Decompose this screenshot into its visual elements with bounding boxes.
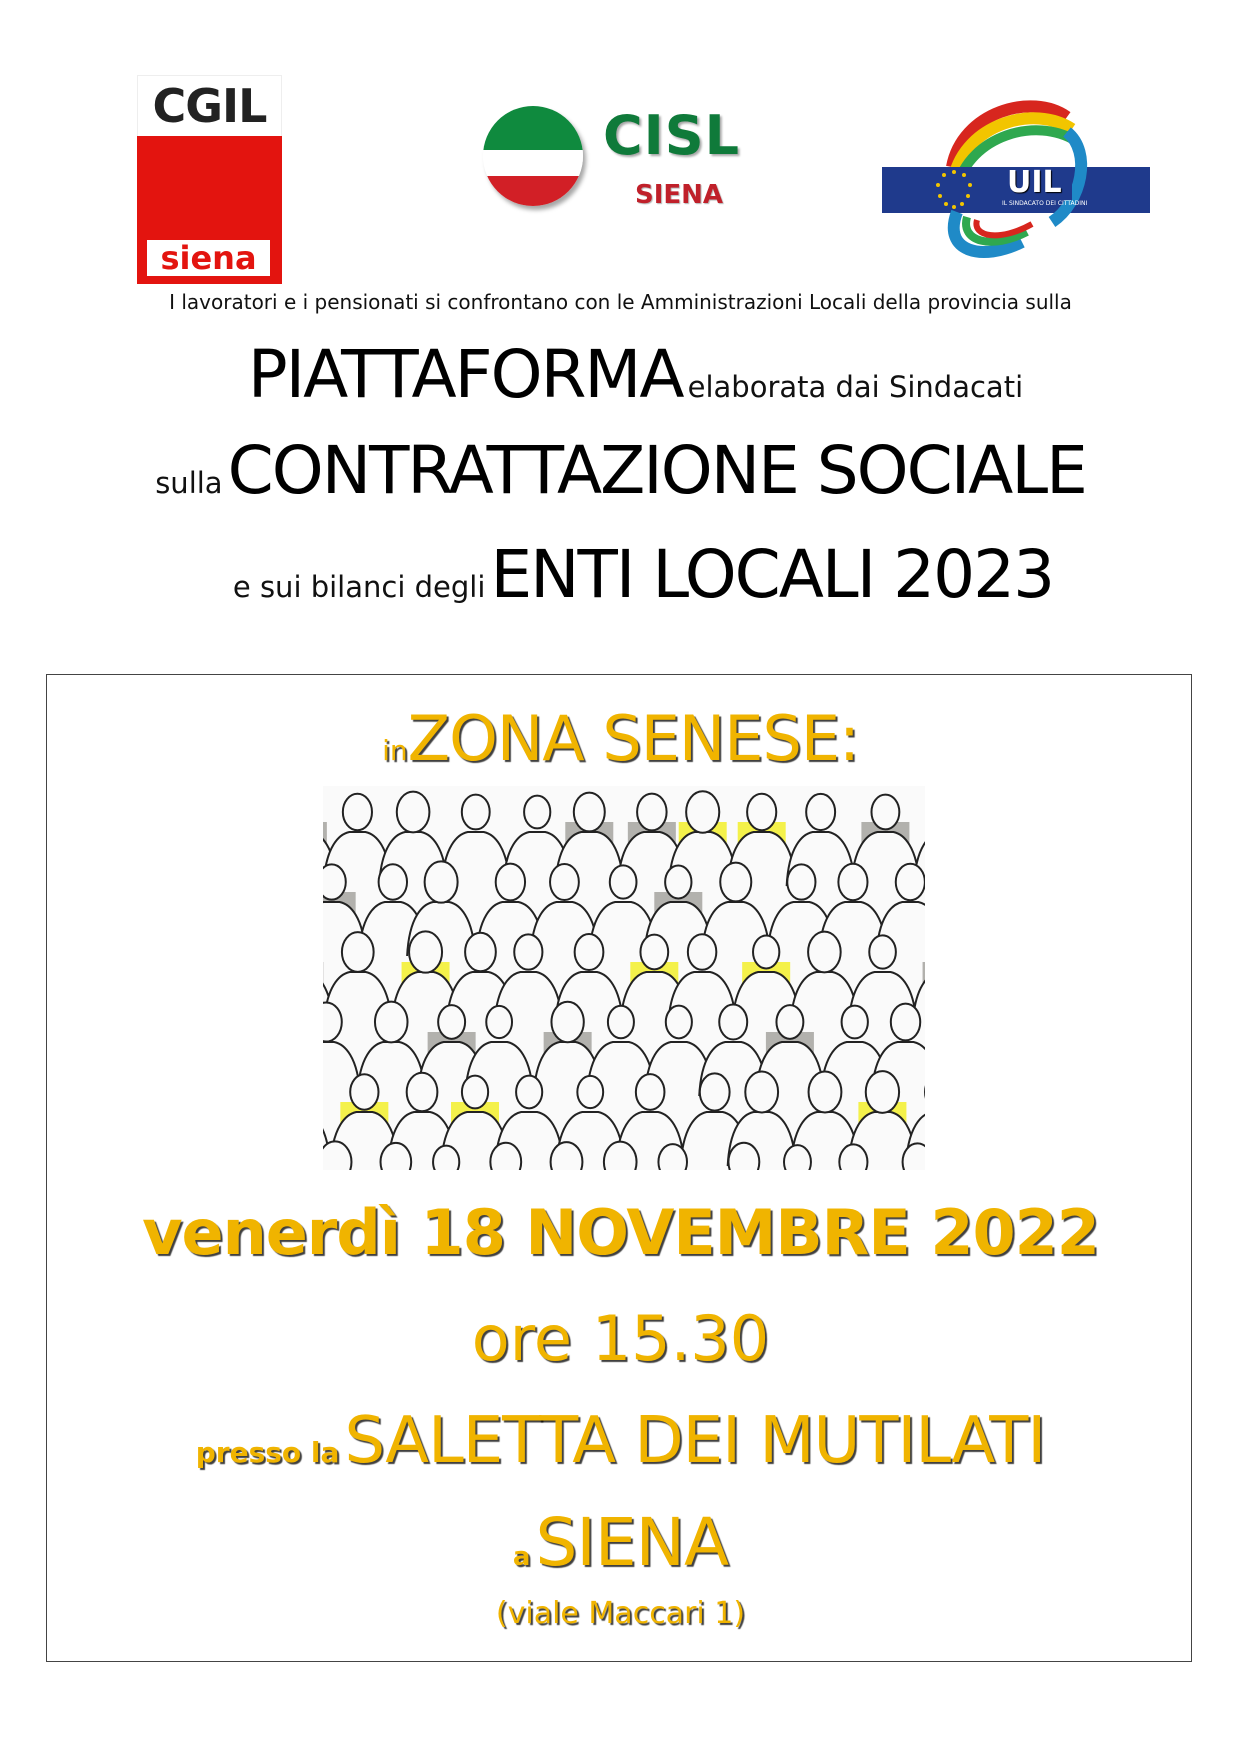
crowd-figure-head bbox=[871, 795, 899, 830]
crowd-figure-head bbox=[640, 935, 668, 970]
cgil-logo-city: siena bbox=[147, 240, 270, 276]
crowd-figure-head bbox=[375, 1002, 408, 1043]
crowd-figure-head bbox=[433, 1146, 459, 1170]
crowd-figure-head bbox=[574, 793, 605, 832]
intro-text: I lavoratori e i pensionati si confrontano con le Amministrazioni Locali della provincia sulla bbox=[169, 290, 1072, 314]
event-time: ore 15.30 bbox=[471, 1302, 770, 1375]
headline-piattaforma: PIATTAFORMA bbox=[247, 336, 683, 413]
crowd-figure-head bbox=[839, 1144, 867, 1170]
headline-enti-locali: ENTI LOCALI 2023 bbox=[490, 536, 1054, 613]
event-city-name: SIENA bbox=[535, 1504, 729, 1581]
crowd-figure-head bbox=[551, 1142, 583, 1170]
crowd-figure-head bbox=[524, 796, 550, 829]
crowd-figure-head bbox=[379, 864, 407, 900]
crowd-figure-head bbox=[575, 934, 604, 970]
crowd-figure-head bbox=[462, 795, 490, 830]
crowd-figure-head bbox=[342, 932, 374, 972]
crowd-figure-head bbox=[776, 1005, 803, 1039]
event-date: venerdì 18 NOVEMBRE 2022 bbox=[142, 1196, 1099, 1269]
crowd-sketch-image bbox=[323, 786, 925, 1170]
uil-logo-tagline: IL SINDACATO DEI CITTADINI bbox=[1002, 200, 1088, 207]
uil-logo bbox=[882, 92, 1150, 272]
event-zone-name: ZONA SENESE: bbox=[407, 702, 859, 775]
crowd-figure-head bbox=[808, 932, 841, 973]
headline-line-2 bbox=[0, 432, 1241, 509]
crowd-figure-head bbox=[550, 864, 579, 900]
crowd-figure-head bbox=[323, 864, 346, 899]
event-place-prefix: presso la bbox=[195, 1436, 340, 1469]
event-zone-prefix: in bbox=[382, 734, 408, 767]
crowd-figure-head bbox=[465, 933, 496, 971]
crowd-figure-head bbox=[806, 794, 835, 830]
crowd-figure-head bbox=[658, 1144, 687, 1170]
crowd-figure-head bbox=[409, 931, 442, 972]
crowd-figure-head bbox=[462, 1076, 488, 1109]
crowd-figure-head bbox=[637, 794, 666, 831]
uil-logo-text: UIL bbox=[1007, 165, 1062, 200]
crowd-figure-head bbox=[610, 865, 637, 898]
headline-sulla: sulla bbox=[155, 466, 223, 500]
crowd-figure-head bbox=[688, 934, 716, 970]
crowd-figure-head bbox=[486, 1006, 512, 1038]
crowd-figure-head bbox=[686, 791, 719, 832]
crowd-figure-head bbox=[636, 1074, 665, 1110]
crowd-figure-head bbox=[381, 1143, 412, 1170]
crowd-figure-head bbox=[866, 1071, 899, 1113]
cgil-logo-text: CGIL bbox=[152, 79, 267, 133]
event-place-name: SALETTA DEI MUTILATI bbox=[344, 1404, 1046, 1478]
crowd-figure-head bbox=[350, 1074, 378, 1109]
crowd-figure-head bbox=[397, 792, 430, 833]
crowd-figure-head bbox=[838, 864, 867, 900]
crowd-figure-head bbox=[745, 1072, 778, 1113]
crowd-figure-head bbox=[343, 794, 372, 830]
crowd-figure-head bbox=[608, 1006, 634, 1039]
crowd-figure-head bbox=[747, 794, 776, 830]
cisl-logo bbox=[483, 98, 773, 218]
crowd-figure-head bbox=[719, 1005, 747, 1040]
headline-bilanci: e sui bilanci degli bbox=[232, 570, 486, 604]
crowd-figure-head bbox=[496, 864, 525, 901]
headline-contrattazione: CONTRATTAZIONE SOCIALE bbox=[227, 432, 1086, 509]
event-city-prefix: a bbox=[512, 1542, 531, 1572]
crowd-figure-head bbox=[787, 864, 815, 899]
crowd-figure-head bbox=[490, 1143, 521, 1170]
event-city bbox=[0, 1504, 1241, 1581]
crowd-figure-head bbox=[665, 866, 691, 899]
headline-line-3 bbox=[0, 536, 1241, 613]
cgil-logo bbox=[137, 75, 282, 283]
crowd-figure-head bbox=[869, 935, 896, 968]
crowd-figure-head bbox=[896, 864, 925, 900]
crowd-figure-head bbox=[720, 863, 751, 902]
crowd-figure-head bbox=[700, 1073, 730, 1110]
event-place bbox=[0, 1404, 1241, 1478]
crowd-figure-head bbox=[516, 1076, 542, 1109]
crowd-figure-head bbox=[784, 1145, 811, 1170]
crowd-figure-head bbox=[551, 1002, 583, 1042]
crowd-figure-head bbox=[891, 1004, 920, 1041]
crowd-figure-head bbox=[728, 1143, 759, 1170]
crowd-figure-head bbox=[842, 1006, 868, 1039]
crowd-figure-head bbox=[438, 1005, 465, 1039]
cisl-logo-text: CISL bbox=[603, 104, 741, 167]
headline-elaborata: elaborata dai Sindacati bbox=[687, 370, 1024, 404]
crowd-figure-head bbox=[753, 936, 779, 969]
crowd-figure-head bbox=[407, 1073, 438, 1111]
crowd-figure-head bbox=[425, 861, 458, 902]
event-address: (viale Maccari 1) bbox=[495, 1596, 746, 1631]
crowd-figure-head bbox=[666, 1006, 692, 1039]
crowd-figure-head bbox=[514, 934, 542, 969]
event-zone bbox=[0, 702, 1241, 775]
cisl-logo-city: SIENA bbox=[635, 180, 724, 210]
cisl-tricolor-disc-icon bbox=[483, 106, 583, 206]
headline-line-1 bbox=[0, 336, 1241, 413]
crowd-figure-head bbox=[577, 1076, 603, 1108]
crowd-figure-head bbox=[809, 1071, 842, 1112]
